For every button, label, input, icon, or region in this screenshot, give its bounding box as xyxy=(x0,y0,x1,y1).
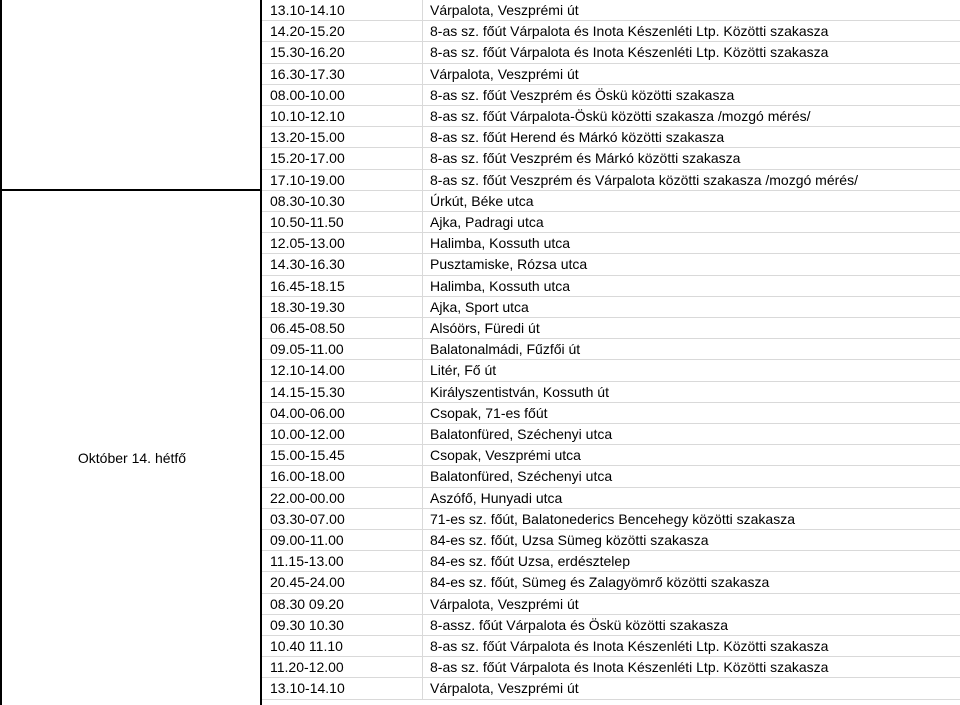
location-cell: 8-as sz. főút Várpalota és Inota Készenléti Ltp. Közötti szakasza xyxy=(430,659,829,676)
cell-separator xyxy=(422,148,423,169)
table-row xyxy=(262,657,960,678)
table-row xyxy=(262,530,960,551)
time-cell: 04.00-06.00 xyxy=(270,404,345,421)
time-cell: 16.30-17.30 xyxy=(270,65,345,82)
location-cell: Halimba, Kossuth utca xyxy=(430,235,571,252)
location-cell: 8-as sz. főút Veszprém és Várpalota közötti szakasza /mozgó mérés/ xyxy=(430,171,858,188)
table-row xyxy=(262,445,960,466)
table-row xyxy=(262,0,960,21)
time-cell: 22.00-00.00 xyxy=(270,489,345,506)
time-cell: 09.05-11.00 xyxy=(270,341,344,358)
cell-separator xyxy=(422,339,423,360)
location-cell: Balatonfüred, Széchenyi utca xyxy=(430,468,613,485)
cell-separator xyxy=(422,170,423,191)
table-row xyxy=(262,678,960,699)
location-cell: 71-es sz. főút, Balatonederics Bencehegy közötti szakasza xyxy=(430,510,795,527)
cell-separator xyxy=(422,636,423,657)
left-border xyxy=(0,0,2,705)
cell-separator xyxy=(422,403,423,424)
table-row xyxy=(262,212,960,233)
location-cell: Pusztamiske, Rózsa utca xyxy=(430,256,588,273)
table-row xyxy=(262,254,960,275)
cell-separator xyxy=(422,551,423,572)
time-cell: 12.05-13.00 xyxy=(270,235,345,252)
time-cell: 10.50-11.50 xyxy=(270,214,344,230)
location-cell: 8-assz. főút Várpalota és Öskü közötti szakasza xyxy=(430,616,729,633)
cell-separator xyxy=(422,466,423,487)
table-row xyxy=(262,509,960,530)
table-row xyxy=(262,64,960,85)
cell-separator xyxy=(422,657,423,678)
time-cell: 08.30 09.20 xyxy=(270,595,344,612)
table-row xyxy=(262,276,960,297)
time-cell: 13.10-14.10 xyxy=(270,2,345,18)
table-row xyxy=(262,148,960,169)
time-cell: 08.30-10.30 xyxy=(270,192,345,209)
cell-separator xyxy=(422,106,423,127)
cell-separator xyxy=(422,276,423,297)
time-cell: 10.40 11.10 xyxy=(270,638,343,654)
time-cell: 20.45-24.00 xyxy=(270,574,345,591)
time-cell: 17.10-19.00 xyxy=(270,171,345,188)
day-cell xyxy=(4,190,260,705)
cell-separator xyxy=(422,42,423,63)
table-row xyxy=(262,127,960,148)
table-row xyxy=(262,594,960,615)
cell-separator xyxy=(422,85,423,106)
table-row xyxy=(262,403,960,424)
table-row xyxy=(262,488,960,509)
time-cell: 03.30-07.00 xyxy=(270,510,345,527)
time-cell: 14.15-15.30 xyxy=(270,383,345,400)
time-cell: 11.15-13.00 xyxy=(270,553,344,570)
time-cell: 10.00-12.00 xyxy=(270,426,345,442)
cell-separator xyxy=(422,445,423,466)
location-cell: Várpalota, Veszprémi út xyxy=(430,680,579,697)
cell-separator xyxy=(422,424,423,445)
table-row xyxy=(262,21,960,42)
time-cell: 11.20-12.00 xyxy=(270,659,344,676)
cell-separator xyxy=(422,572,423,593)
table-row xyxy=(262,360,960,381)
location-cell: Halimba, Kossuth utca xyxy=(430,277,571,294)
cell-separator xyxy=(422,127,423,148)
schedule-rows xyxy=(262,0,960,705)
time-cell: 08.00-10.00 xyxy=(270,86,345,103)
table-row xyxy=(262,42,960,63)
time-cell: 16.45-18.15 xyxy=(270,277,345,294)
location-cell: Várpalota, Veszprémi út xyxy=(430,65,579,82)
location-cell: Balatonalmádi, Fűzfői út xyxy=(430,341,581,358)
table-row xyxy=(262,191,960,212)
location-cell: Balatonfüred, Széchenyi utca xyxy=(430,426,613,442)
cell-separator xyxy=(422,191,423,212)
cell-separator xyxy=(422,594,423,615)
time-cell: 09.00-11.00 xyxy=(270,532,344,548)
location-cell: Várpalota, Veszprémi út xyxy=(430,595,579,612)
time-cell: 18.30-19.30 xyxy=(270,298,345,315)
location-cell: 8-as sz. főút Veszprém és Márkó közötti szakasza xyxy=(430,150,741,167)
day-label: Október 14. hétfő xyxy=(77,449,187,466)
location-cell: 84-es sz. főút Uzsa, erdésztelep xyxy=(430,553,630,570)
time-cell: 14.30-16.30 xyxy=(270,256,345,273)
table-row xyxy=(262,318,960,339)
location-cell: Ajka, Sport utca xyxy=(430,298,529,315)
cell-separator xyxy=(422,530,423,551)
table-row xyxy=(262,466,960,487)
location-cell: Úrkút, Béke utca xyxy=(430,192,534,209)
table-row xyxy=(262,233,960,254)
location-cell: 8-as sz. főút Várpalota és Inota Készenléti Ltp. Közötti szakasza xyxy=(430,23,829,40)
table-row xyxy=(262,297,960,318)
location-cell: Királyszentistván, Kossuth út xyxy=(430,383,609,400)
location-cell: Ajka, Padragi utca xyxy=(430,214,544,230)
cell-separator xyxy=(422,0,423,21)
cell-separator xyxy=(422,615,423,636)
table-row xyxy=(262,382,960,403)
table-row xyxy=(262,636,960,657)
cell-separator xyxy=(422,488,423,509)
cell-separator xyxy=(422,64,423,85)
table-row xyxy=(262,85,960,106)
time-cell: 16.00-18.00 xyxy=(270,468,345,485)
table-row xyxy=(262,170,960,191)
cell-separator xyxy=(422,382,423,403)
table-row xyxy=(262,106,960,127)
time-cell: 15.20-17.00 xyxy=(270,150,345,167)
time-cell: 10.10-12.10 xyxy=(270,108,345,124)
location-cell: Csopak, 71-es főút xyxy=(430,404,548,421)
table-row xyxy=(262,551,960,572)
time-cell: 15.30-16.20 xyxy=(270,44,345,61)
cell-separator xyxy=(422,678,423,699)
time-cell: 15.00-15.45 xyxy=(270,447,345,464)
cell-separator xyxy=(422,318,423,339)
time-cell: 14.20-15.20 xyxy=(270,23,345,40)
location-cell: 8-as sz. főút Várpalota-Öskü közötti szakasza /mozgó mérés/ xyxy=(430,108,811,124)
time-cell: 13.20-15.00 xyxy=(270,129,345,146)
table-row xyxy=(262,572,960,593)
cell-separator xyxy=(422,297,423,318)
time-cell: 06.45-08.50 xyxy=(270,320,345,336)
location-cell: Várpalota, Veszprémi út xyxy=(430,2,579,18)
location-cell: 8-as sz. főút Veszprém és Öskü közötti szakasza xyxy=(430,86,735,103)
location-cell: 8-as sz. főút Herend és Márkó közötti szakasza xyxy=(430,129,725,146)
time-cell: 09.30 10.30 xyxy=(270,616,344,633)
cell-separator xyxy=(422,233,423,254)
cell-separator xyxy=(422,509,423,530)
location-cell: 84-es sz. főút, Sümeg és Zalagyömrő közötti szakasza xyxy=(430,574,770,591)
cell-separator xyxy=(422,21,423,42)
location-cell: Alsóörs, Füredi út xyxy=(430,320,540,336)
cell-separator xyxy=(422,254,423,275)
location-cell: Csopak, Veszprémi utca xyxy=(430,447,581,464)
location-cell: 8-as sz. főút Várpalota és Inota Készenléti Ltp. Közötti szakasza xyxy=(430,44,829,61)
table-row xyxy=(262,339,960,360)
location-cell: Litér, Fő út xyxy=(430,362,497,379)
location-cell: 8-as sz. főút Várpalota és Inota Készenléti Ltp. Közötti szakasza xyxy=(430,638,829,654)
table-row xyxy=(262,615,960,636)
time-cell: 13.10-14.10 xyxy=(270,680,345,697)
table-row xyxy=(262,424,960,445)
location-cell: 84-es sz. főút, Uzsa Sümeg közötti szakasza xyxy=(430,532,709,548)
cell-separator xyxy=(422,212,423,233)
cell-separator xyxy=(422,360,423,381)
time-cell: 12.10-14.00 xyxy=(270,362,345,379)
location-cell: Aszófő, Hunyadi utca xyxy=(430,489,563,506)
